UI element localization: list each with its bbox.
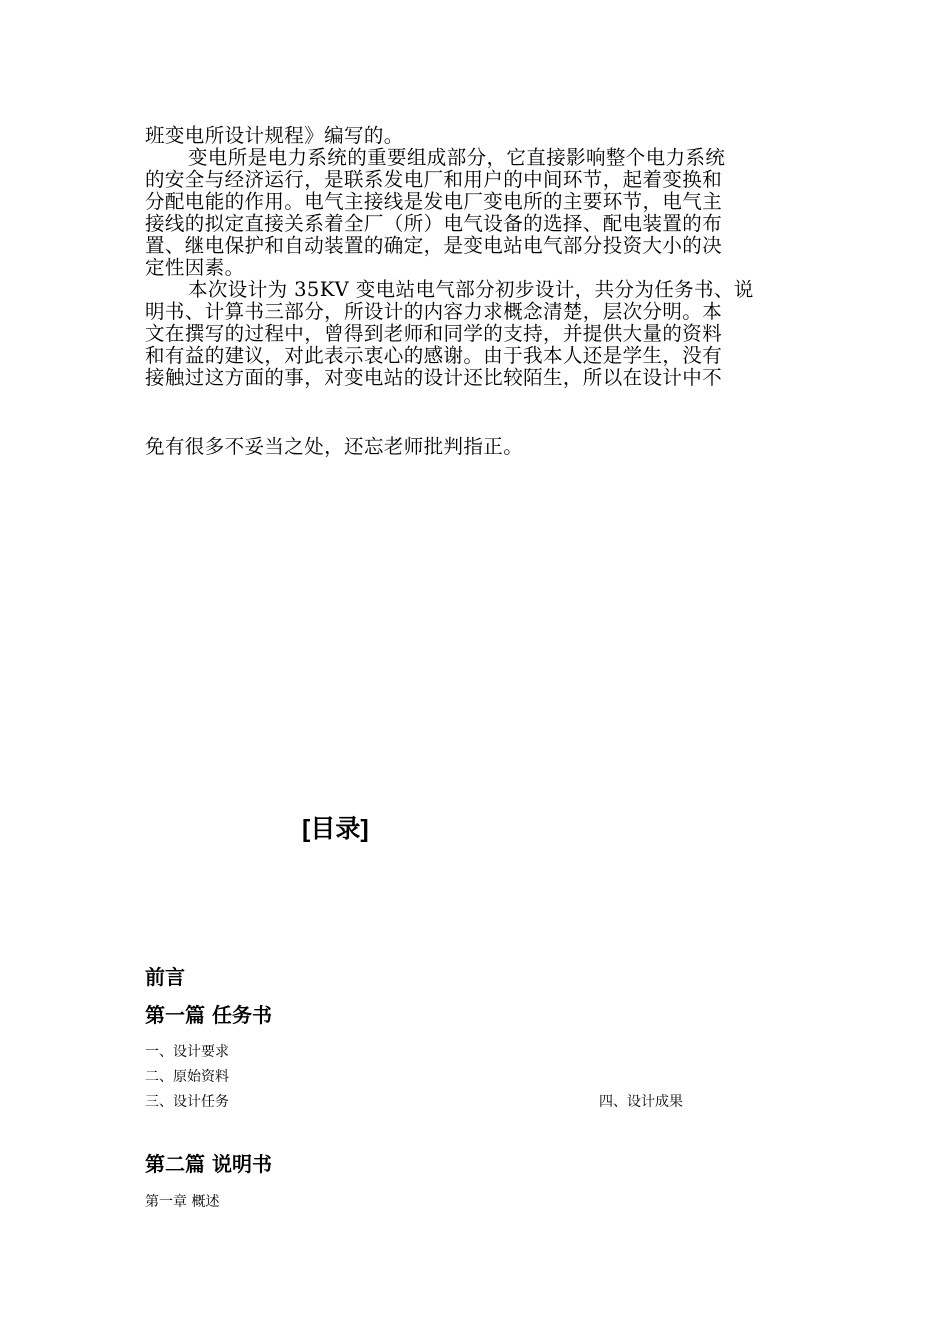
preface-last-line [145, 436, 805, 458]
text-line: 明书、计算书三部分，所设计的内容力求概念清楚，层次分明。本 [145, 300, 723, 323]
text-line: 免有很多不妥当之处，还忘老师批判指正。 [145, 435, 524, 458]
toc-heading-part1[interactable]: 第一篇 任务书 [145, 1003, 272, 1027]
text-line: 本次设计为 35KV 变电站电气部分初步设计，共分为任务书、说 [188, 278, 754, 301]
toc-heading-part2[interactable]: 第二篇 说明书 [145, 1152, 272, 1176]
toc-heading-preface[interactable]: 前言 [145, 965, 185, 989]
text-line: 变电所是电力系统的重要组成部分，它直接影响整个电力系统 [188, 146, 726, 169]
text-line: 置、继电保护和自动装置的确定，是变电站电气部分投资大小的决 [145, 234, 723, 257]
text-line: 分配电能的作用。电气主接线是发电厂变电所的主要环节，电气主 [145, 190, 723, 213]
toc-item-design-results[interactable]: 四、设计成果 [599, 1094, 683, 1110]
toc-item-design-requirements[interactable]: 一、设计要求 [145, 1044, 229, 1060]
toc-item-design-tasks[interactable]: 三、设计任务 [145, 1094, 229, 1110]
toc-item-original-data[interactable]: 二、原始资料 [145, 1069, 229, 1085]
text-line: 接线的拟定直接关系着全厂（所）电气设备的选择、配电装置的布 [145, 212, 723, 235]
toc-title: [目录] [302, 815, 369, 843]
text-line: 和有益的建议，对此表示衷心的感谢。由于我本人还是学生，没有 [145, 344, 723, 367]
text-line: 接触过这方面的事，对变电站的设计还比较陌生，所以在设计中不 [145, 366, 723, 389]
text-line: 班变电所设计规程》编写的。 [145, 124, 404, 147]
text-line: 文在撰写的过程中，曾得到老师和同学的支持，并提供大量的资料 [145, 322, 723, 345]
text-line: 定性因素。 [145, 256, 245, 279]
preface-text [145, 125, 805, 389]
toc-item-chapter1-overview[interactable]: 第一章 概述 [145, 1194, 220, 1210]
text-line: 的安全与经济运行，是联系发电厂和用户的中间环节，起着变换和 [145, 168, 723, 191]
